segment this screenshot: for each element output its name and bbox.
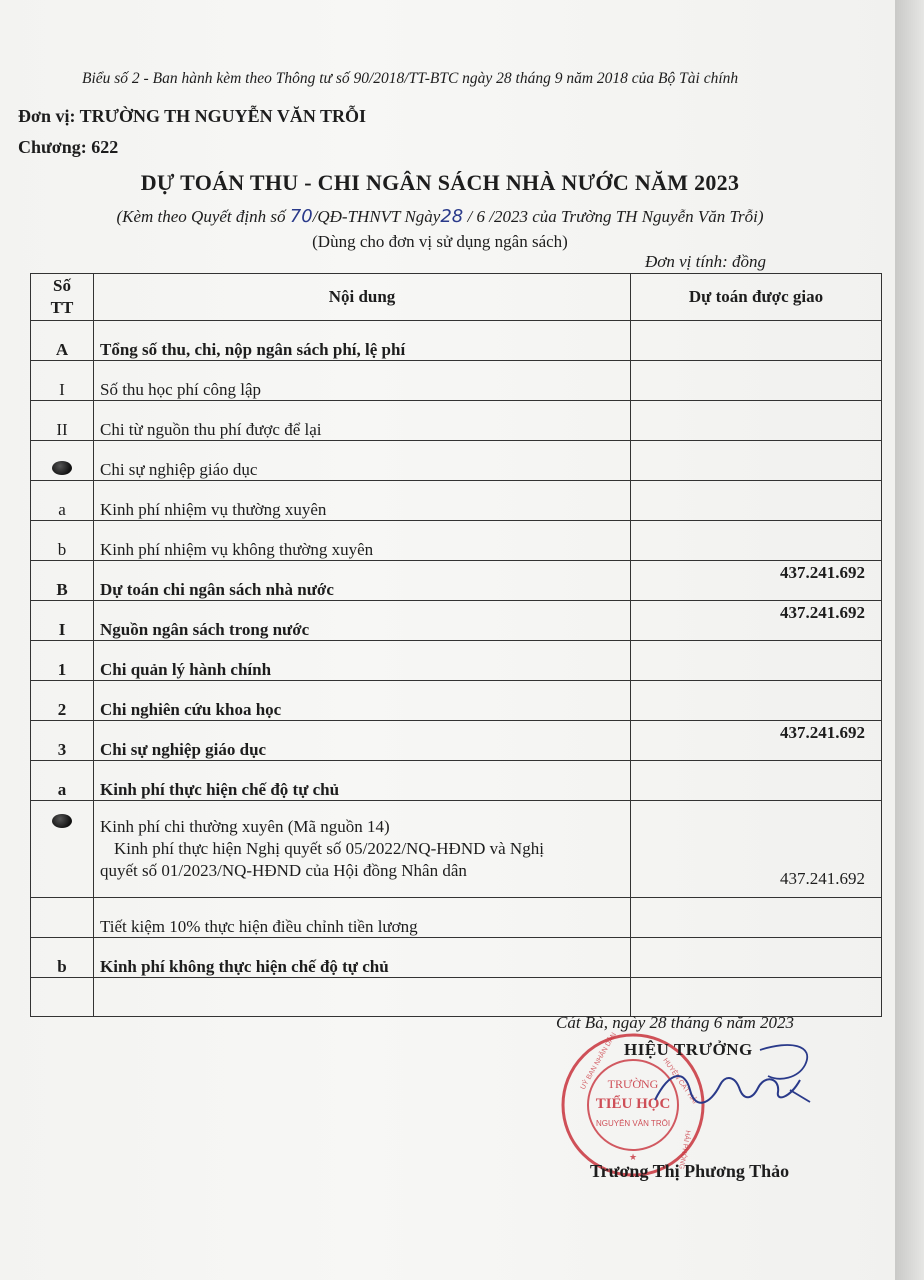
row-amount [631, 521, 882, 561]
reference-note: Biểu số 2 - Ban hành kèm theo Thông tư số 90/2018/TT-BTC ngày 28 tháng 9 năm 2018 của Bộ Tài chính [82, 70, 739, 87]
budget-table [30, 273, 882, 1017]
table-row [31, 641, 882, 681]
table-header-row [31, 274, 882, 321]
row-stt: A [31, 321, 94, 361]
header-stt [31, 274, 94, 321]
decision-line [0, 206, 880, 227]
row-stt: I [31, 361, 94, 401]
row-content-line3: quyết số 01/2023/NQ-HĐND của Hội đồng Nhân dân [100, 861, 467, 880]
row-stt: 2 [31, 681, 94, 721]
table-row [31, 321, 882, 361]
row-content: Kinh phí nhiệm vụ không thường xuyên [94, 521, 631, 561]
row-amount [631, 761, 882, 801]
row-stt: 3 [31, 721, 94, 761]
row-content: Dự toán chi ngân sách nhà nước [94, 561, 631, 601]
table-row [31, 898, 882, 938]
row-content: Số thu học phí công lập [94, 361, 631, 401]
row-amount [631, 978, 882, 1017]
row-content: Nguồn ngân sách trong nước [94, 601, 631, 641]
signer-role: HIỆU TRƯỞNG [624, 1040, 753, 1059]
row-amount [631, 481, 882, 521]
row-amount [631, 321, 882, 361]
table-row [31, 601, 882, 641]
row-content: Chi nghiên cứu khoa học [94, 681, 631, 721]
row-content: Chi từ nguồn thu phí được để lại [94, 401, 631, 441]
row-stt: II [31, 401, 94, 441]
row-amount [631, 401, 882, 441]
row-amount [631, 361, 882, 401]
row-content: Chi sự nghiệp giáo dục [94, 721, 631, 761]
row-content-line2: Kinh phí thực hiện Nghị quyết số 05/2022/NQ-HĐND và Nghị [114, 839, 544, 858]
row-content [94, 801, 631, 898]
header-stt-line2: TT [50, 298, 74, 317]
svg-text:TRƯỜNG: TRƯỜNG [607, 1077, 659, 1091]
row-stt [31, 441, 94, 481]
document-title: DỰ TOÁN THU - CHI NGÂN SÁCH NHÀ NƯỚC NĂM 2023 [140, 170, 740, 195]
row-stt: a [31, 481, 94, 521]
hole-punch-mark [52, 814, 72, 828]
row-content-line1: Kinh phí chi thường xuyên (Mã nguồn 14) [100, 817, 390, 836]
row-stt: B [31, 561, 94, 601]
row-stt [31, 801, 94, 898]
decision-prefix: (Kèm theo Quyết định số [116, 207, 290, 226]
row-stt [31, 978, 94, 1017]
row-stt: b [31, 938, 94, 978]
table-row [31, 721, 882, 761]
table-row [31, 521, 882, 561]
row-amount: 437.241.692 [631, 721, 882, 761]
svg-text:UỶ BAN NHÂN DÂN: UỶ BAN NHÂN DÂN [579, 1031, 619, 1091]
row-stt: b [31, 521, 94, 561]
hole-punch-mark [52, 461, 72, 475]
table-row [31, 938, 882, 978]
row-amount [631, 641, 882, 681]
table-row [31, 561, 882, 601]
currency-unit: Đơn vị tính: đồng [645, 252, 766, 271]
row-content: Kinh phí nhiệm vụ thường xuyên [94, 481, 631, 521]
row-stt [31, 898, 94, 938]
table-row [31, 401, 882, 441]
svg-text:HUYỆN CÁT HẢI: HUYỆN CÁT HẢI [661, 1057, 699, 1106]
header-amount: Dự toán được giao [631, 274, 882, 321]
table-row [31, 761, 882, 801]
row-stt: a [31, 761, 94, 801]
row-content: Chi sự nghiệp giáo dục [94, 441, 631, 481]
row-amount: 437.241.692 [631, 601, 882, 641]
row-amount: 437.241.692 [631, 801, 882, 898]
table-row [31, 801, 882, 898]
header-content: Nội dung [94, 274, 631, 321]
place-date: Cát Bà, ngày 28 tháng 6 năm 2023 [556, 1013, 794, 1032]
page-edge-shadow [895, 0, 924, 1280]
row-content: Kinh phí không thực hiện chế độ tự chủ [94, 938, 631, 978]
handwritten-signature [640, 1030, 820, 1120]
row-content: Kinh phí thực hiện chế độ tự chủ [94, 761, 631, 801]
svg-text:★: ★ [628, 1152, 638, 1162]
table-row [31, 361, 882, 401]
decision-day: 28 [440, 206, 464, 227]
decision-number: 70 [289, 206, 313, 227]
svg-text:TIỂU HỌC: TIỂU HỌC [595, 1096, 671, 1112]
row-stt: 1 [31, 641, 94, 681]
usage-note: (Dùng cho đơn vị sử dụng ngân sách) [312, 232, 568, 251]
table-row [31, 681, 882, 721]
row-amount [631, 441, 882, 481]
row-amount [631, 898, 882, 938]
table-row [31, 481, 882, 521]
row-amount [631, 938, 882, 978]
chapter-label: Chương: 622 [18, 137, 119, 157]
row-content: Tiết kiệm 10% thực hiện điều chỉnh tiền lương [94, 898, 631, 938]
decision-mid: /QĐ-THNVT Ngày [312, 207, 441, 226]
row-amount [631, 681, 882, 721]
table-row-empty [31, 978, 882, 1017]
table-row [31, 441, 882, 481]
signer-name: Trương Thị Phương Thảo [590, 1161, 790, 1181]
row-content [94, 978, 631, 1017]
svg-text:HẢI PHÒNG: HẢI PHÒNG [677, 1129, 691, 1170]
row-content: Tổng số thu, chi, nộp ngân sách phí, lệ phí [94, 321, 631, 361]
decision-suffix: / 6 /2023 của Trường TH Nguyễn Văn Trỗi) [463, 207, 764, 226]
row-stt: I [31, 601, 94, 641]
row-content: Chi quản lý hành chính [94, 641, 631, 681]
svg-text:NGUYỄN VĂN TRỖI: NGUYỄN VĂN TRỖI [595, 1119, 671, 1128]
row-amount: 437.241.692 [631, 561, 882, 601]
header-stt-line1: Số [53, 276, 71, 295]
unit-label: Đơn vị: TRƯỜNG TH NGUYỄN VĂN TRỖI [18, 106, 367, 126]
